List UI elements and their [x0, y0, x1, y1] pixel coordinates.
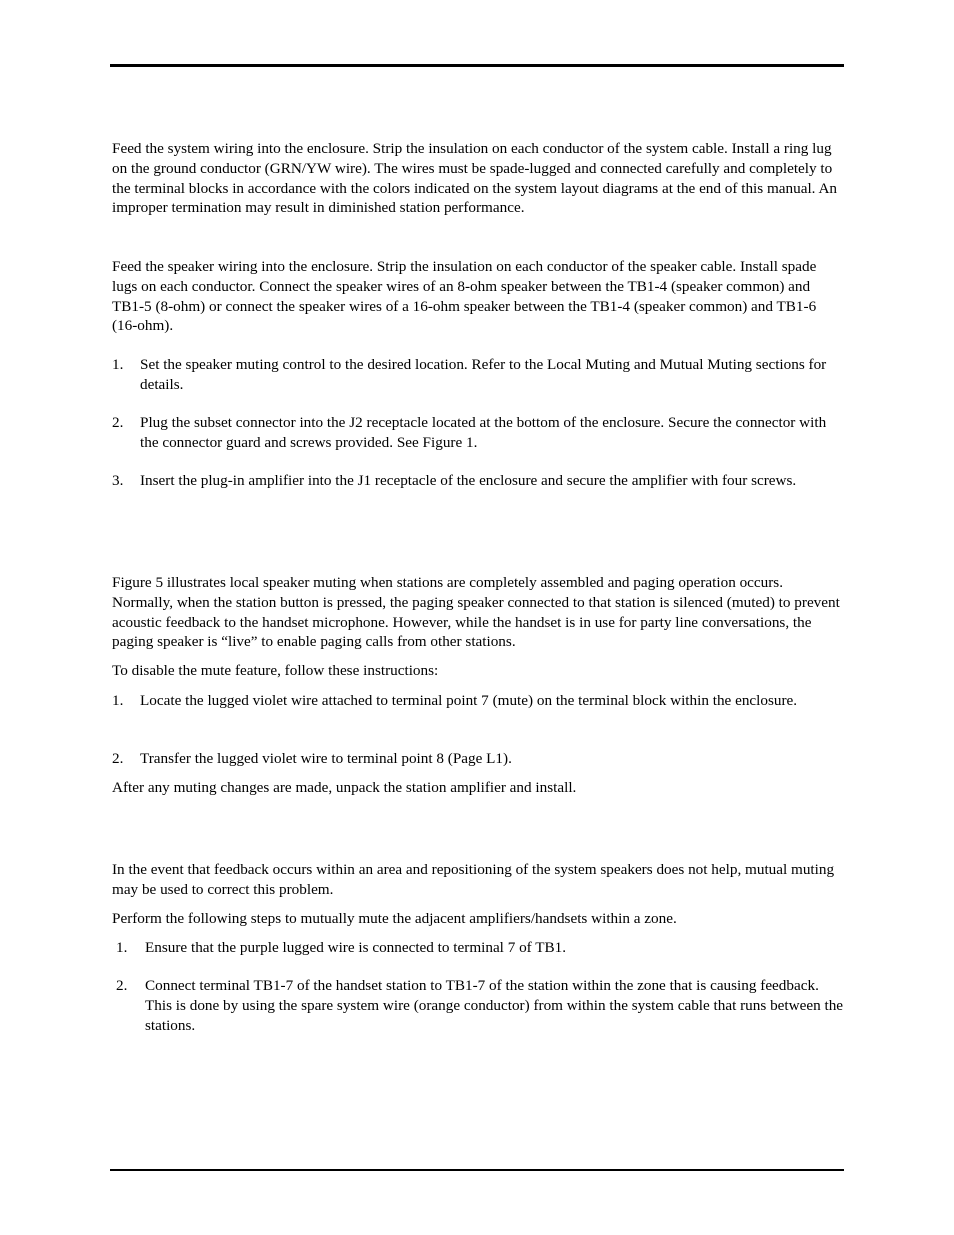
list-text: Insert the plug-in amplifier into the J1 receptacle of the enclosure and secure the amplifier with four screws.	[140, 472, 797, 489]
list-text: Set the speaker muting control to the desired location. Refer to the Local Muting and Mutual Muting sections for details.	[140, 356, 827, 393]
list-item	[112, 471, 844, 491]
list-number: 1.	[112, 356, 124, 373]
header-rule	[110, 64, 844, 67]
list-text: Ensure that the purple lugged wire is connected to terminal 7 of TB1.	[145, 939, 567, 956]
list-item	[112, 976, 844, 1035]
system-wiring-paragraph: Feed the system wiring into the enclosure. Strip the insulation on each conductor of the system cable. Install a ring lug on the ground conductor (GRN/YW wire). The wires must be spade-lugged and connected carefully and completely to the terminal blocks in accordance with the colors indicated on the system layout diagrams at the end of this manual. An improper termination may result in diminished station performance.	[112, 140, 838, 217]
list-number: 1.	[116, 939, 128, 956]
footer-rule	[110, 1169, 844, 1171]
list-number: 3.	[112, 472, 124, 489]
mutual-muting-lead: Perform the following steps to mutually mute the adjacent amplifiers/handsets within a zone.	[112, 910, 677, 927]
mutual-muting-intro: In the event that feedback occurs within an area and repositioning of the system speakers does not help, mutual muting may be used to correct this problem.	[112, 861, 835, 898]
speaker-wiring-paragraph: Feed the speaker wiring into the enclosure. Strip the insulation on each conductor of the speaker cable. Install spade lugs on each conductor. Connect the speaker wires of an 8-ohm speaker between the TB1-4 (speaker common) and TB1-5 (8-ohm) or connect the speaker wires of a 16-ohm speaker between the TB1-4 (speaker common) and TB1-6 (16-ohm).	[112, 258, 817, 335]
list-text: Locate the lugged violet wire attached to terminal point 7 (mute) on the terminal block within the enclosure.	[140, 692, 798, 709]
list-number: 2.	[116, 977, 128, 994]
list-text: Connect terminal TB1-7 of the handset station to TB1-7 of the station within the zone that is causing feedback. This is done by using the spare system wire (orange conductor) from within the system cable that runs between the stations.	[145, 977, 844, 1034]
list-number: 1.	[112, 692, 124, 709]
list-text: Transfer the lugged violet wire to terminal point 8 (Page L1).	[140, 750, 512, 767]
list-item	[112, 355, 844, 395]
list-number: 2.	[112, 414, 124, 431]
list-item	[112, 938, 844, 958]
local-muting-intro: Figure 5 illustrates local speaker muting when stations are completely assembled and paging operation occurs. Normally, when the station button is pressed, the paging speaker connected to that station is silenced (muted) to prevent acoustic feedback to the handset microphone. However, while the handset is in use for party line conversations, the paging speaker is “live” to enable paging calls from other stations.	[112, 574, 840, 651]
list-item	[112, 691, 844, 711]
list-number: 2.	[112, 750, 124, 767]
list-item	[112, 749, 844, 769]
list-text: Plug the subset connector into the J2 receptacle located at the bottom of the enclosure. Secure the connector with the connector guard and screws provided. See Figure 1.	[140, 414, 827, 451]
list-item	[112, 413, 844, 453]
local-muting-lead: To disable the mute feature, follow these instructions:	[112, 662, 439, 679]
local-muting-after: After any muting changes are made, unpack the station amplifier and install.	[112, 779, 577, 796]
